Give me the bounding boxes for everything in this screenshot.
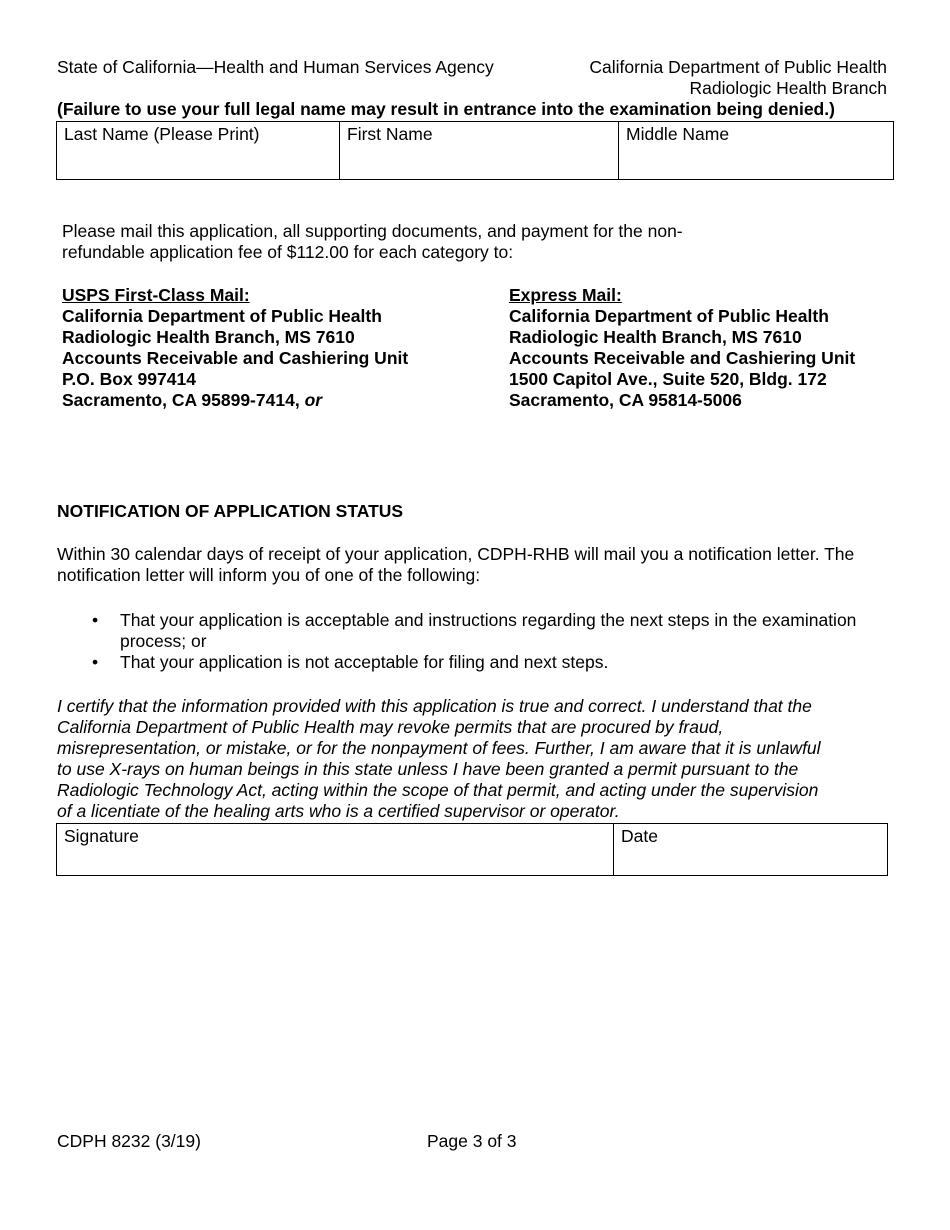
bullet-icon: • <box>92 652 99 672</box>
notification-options-list <box>57 610 897 673</box>
list-item <box>57 652 897 673</box>
usps-address-line: Radiologic Health Branch, MS 7610 <box>62 327 355 347</box>
certification-line: of a licentiate of the healing arts who is a certified supervisor or operator. <box>57 801 620 821</box>
express-address-block <box>509 285 855 411</box>
usps-address-line: Accounts Receivable and Cashiering Unit <box>62 348 409 368</box>
middle-name-field[interactable] <box>619 122 894 180</box>
express-address-line: California Department of Public Health <box>509 306 829 326</box>
signature-fields-table <box>56 823 888 876</box>
usps-heading: USPS First-Class Mail: <box>62 285 250 305</box>
usps-address-line: P.O. Box 997414 <box>62 369 196 389</box>
notification-heading: NOTIFICATION OF APPLICATION STATUS <box>57 501 404 521</box>
list-item <box>57 610 897 652</box>
express-address-line: 1500 Capitol Ave., Suite 520, Bldg. 172 <box>509 369 827 389</box>
legal-name-warning: (Failure to use your full legal name may result in entrance into the examination being denied.) <box>57 99 835 119</box>
first-name-label: First Name <box>347 124 433 144</box>
signature-field[interactable] <box>57 824 614 876</box>
certification-statement <box>57 696 821 822</box>
last-name-field[interactable] <box>57 122 340 180</box>
branch-name: Radiologic Health Branch <box>689 78 887 98</box>
name-fields-table <box>56 121 894 180</box>
form-id: CDPH 8232 (3/19) <box>57 1131 201 1151</box>
mail-instructions-line2: refundable application fee of $112.00 for each category to: <box>62 242 514 262</box>
notification-intro-line2: notification letter will inform you of one of the following: <box>57 565 481 585</box>
express-address-line: Sacramento, CA 95814-5006 <box>509 390 742 410</box>
certification-line: California Department of Public Health may revoke permits that are procured by fraud, <box>57 717 724 737</box>
mail-instructions-line1: Please mail this application, all supporting documents, and payment for the non- <box>62 221 683 241</box>
signature-label: Signature <box>64 826 139 846</box>
express-address-line: Accounts Receivable and Cashiering Unit <box>509 348 856 368</box>
express-address-line: Radiologic Health Branch, MS 7610 <box>509 327 802 347</box>
usps-or-text: or <box>304 390 323 410</box>
certification-line: I certify that the information provided with this application is true and correct. I understand that the <box>57 696 812 716</box>
page-number: Page 3 of 3 <box>427 1131 517 1151</box>
express-heading: Express Mail: <box>509 285 622 305</box>
last-name-label: Last Name (Please Print) <box>64 124 260 144</box>
department-name: California Department of Public Health <box>589 57 887 77</box>
usps-address-city <box>62 390 408 411</box>
usps-address-line: California Department of Public Health <box>62 306 382 326</box>
date-label: Date <box>621 826 658 846</box>
certification-line: to use X-rays on human beings in this state unless I have been granted a permit pursuant to the <box>57 759 799 779</box>
agency-name: State of California—Health and Human Services Agency <box>57 57 494 77</box>
notification-intro-line1: Within 30 calendar days of receipt of your application, CDPH-RHB will mail you a notification letter. The <box>57 544 855 564</box>
bullet1-line1: That your application is acceptable and instructions regarding the next steps in the examination <box>120 610 857 630</box>
first-name-field[interactable] <box>340 122 619 180</box>
usps-address-block <box>62 285 408 411</box>
date-field[interactable] <box>614 824 888 876</box>
middle-name-label: Middle Name <box>626 124 730 144</box>
usps-city-text: Sacramento, CA 95899-7414, <box>62 390 300 410</box>
bullet1-line2: process; or <box>120 631 207 651</box>
bullet-icon: • <box>92 610 99 630</box>
certification-line: misrepresentation, or mistake, or for the nonpayment of fees. Further, I am aware that it is unlawful <box>57 738 821 758</box>
certification-line: Radiologic Technology Act, acting within the scope of that permit, and acting under the supervision <box>57 780 819 800</box>
bullet2-text: That your application is not acceptable for filing and next steps. <box>120 652 609 672</box>
